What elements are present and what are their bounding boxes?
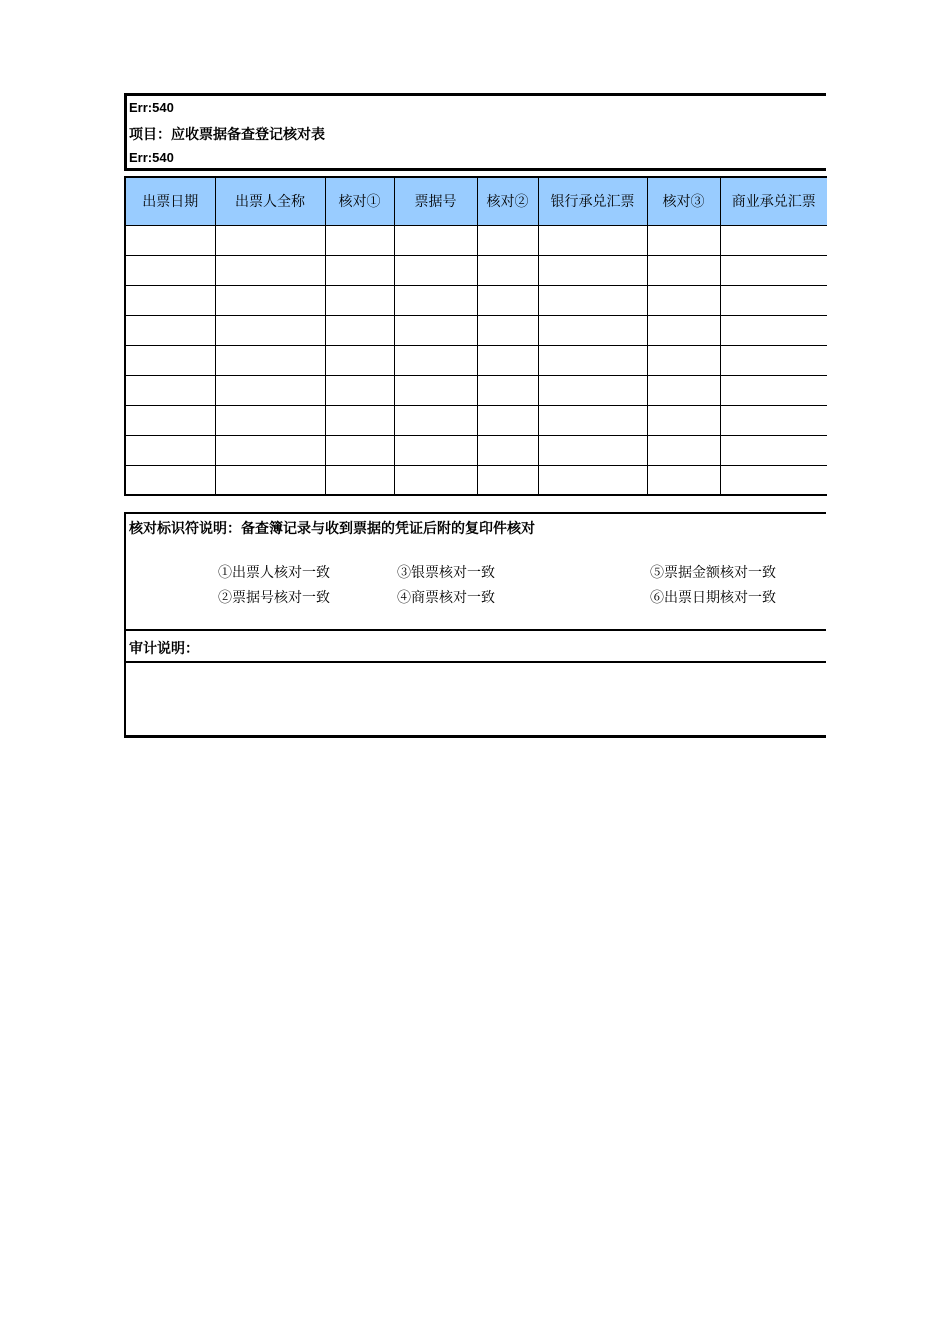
table-cell[interactable]: [538, 435, 647, 465]
table-cell[interactable]: [477, 255, 538, 285]
legend-divider: [126, 629, 826, 631]
table-cell[interactable]: [477, 375, 538, 405]
table-cell[interactable]: [394, 405, 477, 435]
table-cell[interactable]: [125, 405, 215, 435]
table-cell[interactable]: [477, 345, 538, 375]
verification-table: [124, 176, 827, 496]
table-row: [125, 465, 827, 495]
table-cell[interactable]: [325, 315, 394, 345]
table-row: [125, 285, 827, 315]
table-cell[interactable]: [477, 285, 538, 315]
table-cell[interactable]: [647, 465, 720, 495]
table-cell[interactable]: [720, 345, 827, 375]
table-row: [125, 405, 827, 435]
table-row: [125, 435, 827, 465]
table-cell[interactable]: [215, 315, 325, 345]
table-cell[interactable]: [325, 405, 394, 435]
col-issue-date: 出票日期: [125, 177, 215, 225]
table-cell[interactable]: [215, 405, 325, 435]
page-title: 项目：应收票据备查登记核对表: [129, 127, 325, 143]
table-cell[interactable]: [325, 255, 394, 285]
table-cell[interactable]: [325, 345, 394, 375]
table-cell[interactable]: [647, 255, 720, 285]
table-cell[interactable]: [477, 405, 538, 435]
audit-title: 审计说明：: [129, 641, 199, 657]
legend-item-3: ③银票核对一致: [397, 565, 495, 581]
header-error-1: Err:540: [129, 100, 174, 115]
table-cell[interactable]: [647, 375, 720, 405]
table-row: [125, 255, 827, 285]
table-cell[interactable]: [477, 465, 538, 495]
table-cell[interactable]: [125, 375, 215, 405]
table-cell[interactable]: [215, 375, 325, 405]
table-cell[interactable]: [215, 345, 325, 375]
table-header-row: [125, 177, 827, 225]
table-cell[interactable]: [720, 285, 827, 315]
table-cell[interactable]: [394, 255, 477, 285]
table-cell[interactable]: [125, 345, 215, 375]
table-cell[interactable]: [538, 225, 647, 255]
table-cell[interactable]: [647, 225, 720, 255]
table-cell[interactable]: [477, 225, 538, 255]
table-cell[interactable]: [477, 315, 538, 345]
table-cell[interactable]: [394, 315, 477, 345]
table-cell[interactable]: [538, 375, 647, 405]
table-cell[interactable]: [538, 405, 647, 435]
table-cell[interactable]: [325, 225, 394, 255]
table-cell[interactable]: [720, 465, 827, 495]
table-cell[interactable]: [125, 225, 215, 255]
table-cell[interactable]: [720, 315, 827, 345]
table-cell[interactable]: [125, 255, 215, 285]
table-cell[interactable]: [647, 345, 720, 375]
audit-divider: [126, 661, 826, 663]
col-check-1: 核对①: [325, 177, 394, 225]
table-cell[interactable]: [647, 285, 720, 315]
table-cell[interactable]: [538, 255, 647, 285]
legend-title: 核对标识符说明：备查簿记录与收到票据的凭证后附的复印件核对: [129, 521, 535, 537]
header-block: [124, 93, 826, 171]
table-cell[interactable]: [538, 285, 647, 315]
col-check-3: 核对③: [647, 177, 720, 225]
legend-box: [124, 512, 826, 738]
table-cell[interactable]: [394, 225, 477, 255]
table-row: [125, 375, 827, 405]
table-row: [125, 345, 827, 375]
table-cell[interactable]: [720, 405, 827, 435]
table-cell[interactable]: [215, 285, 325, 315]
header-error-2: Err:540: [129, 150, 174, 165]
table-row: [125, 315, 827, 345]
col-commercial-acceptance: 商业承兑汇票: [720, 177, 827, 225]
legend-item-5: ⑤票据金额核对一致: [650, 565, 776, 581]
audit-notes-area[interactable]: [126, 664, 826, 734]
table-cell[interactable]: [394, 465, 477, 495]
table-cell[interactable]: [394, 435, 477, 465]
table-cell[interactable]: [538, 345, 647, 375]
table-cell[interactable]: [720, 435, 827, 465]
table-cell[interactable]: [125, 435, 215, 465]
table-cell[interactable]: [325, 285, 394, 315]
legend-item-4: ④商票核对一致: [397, 590, 495, 606]
table-cell[interactable]: [720, 255, 827, 285]
legend-item-1: ①出票人核对一致: [218, 565, 330, 581]
table-cell[interactable]: [215, 435, 325, 465]
table-cell[interactable]: [215, 255, 325, 285]
table-cell[interactable]: [538, 315, 647, 345]
table-cell[interactable]: [325, 465, 394, 495]
table-cell[interactable]: [125, 465, 215, 495]
table-cell[interactable]: [394, 375, 477, 405]
table-cell[interactable]: [125, 285, 215, 315]
table-cell[interactable]: [325, 435, 394, 465]
legend-item-2: ②票据号核对一致: [218, 590, 330, 606]
table-cell[interactable]: [538, 465, 647, 495]
table-cell[interactable]: [215, 225, 325, 255]
table-cell[interactable]: [125, 315, 215, 345]
table-cell[interactable]: [647, 405, 720, 435]
col-bill-number: 票据号: [394, 177, 477, 225]
col-check-2: 核对②: [477, 177, 538, 225]
table-cell[interactable]: [477, 435, 538, 465]
table-cell[interactable]: [394, 285, 477, 315]
col-bank-acceptance: 银行承兑汇票: [538, 177, 647, 225]
table-cell[interactable]: [720, 375, 827, 405]
legend-item-6: ⑥出票日期核对一致: [650, 590, 776, 606]
table-cell[interactable]: [215, 465, 325, 495]
table-cell[interactable]: [647, 435, 720, 465]
table-row: [125, 225, 827, 255]
table-cell[interactable]: [720, 225, 827, 255]
table-cell[interactable]: [647, 315, 720, 345]
table-cell[interactable]: [325, 375, 394, 405]
table-cell[interactable]: [394, 345, 477, 375]
col-drawer-name: 出票人全称: [215, 177, 325, 225]
